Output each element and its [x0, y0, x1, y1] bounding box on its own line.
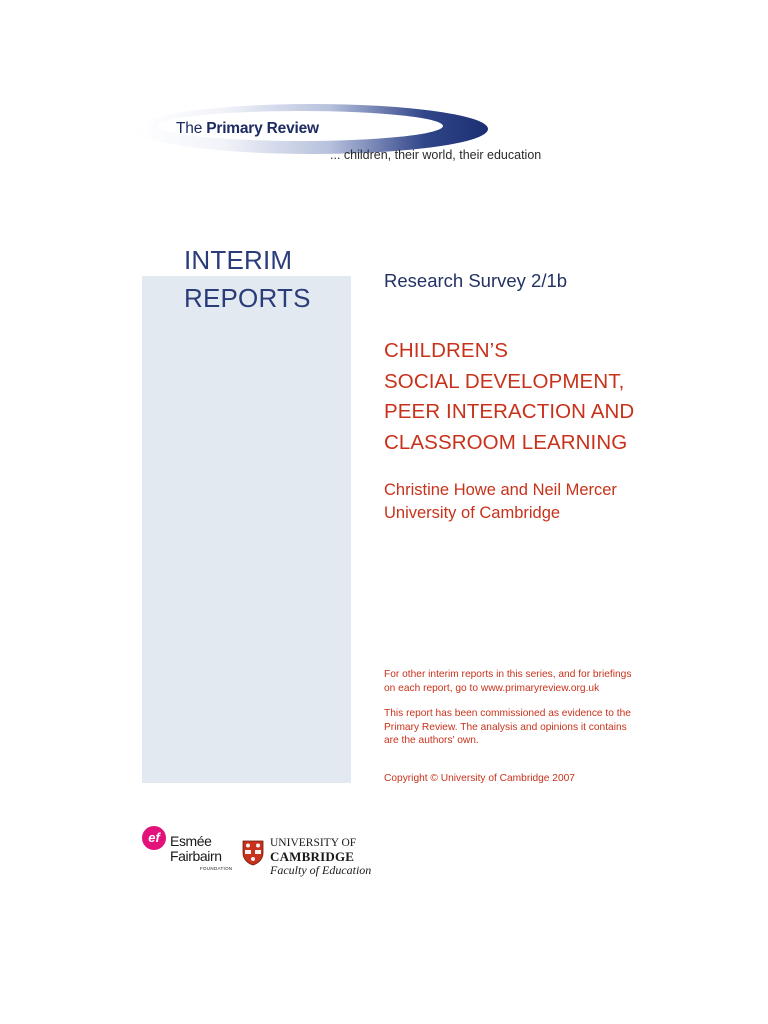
logo-tagline: ... children, their world, their education — [330, 148, 542, 162]
title-line: PEER INTERACTION AND — [384, 400, 635, 423]
report-title — [384, 336, 744, 458]
survey-label: Research Survey 2/1b — [384, 270, 568, 291]
note-line: For other interim reports in this series, and for briefings — [384, 669, 632, 680]
commission-note — [384, 707, 631, 748]
cambridge-faculty: Faculty of Education — [270, 863, 372, 877]
other-reports-note — [384, 668, 631, 695]
title-line: SOCIAL DEVELOPMENT, — [384, 369, 625, 393]
note-line: This report has been commissioned as evidence to the — [384, 708, 631, 719]
esmee-name-line1: Esmée — [170, 833, 212, 849]
esmee-fairbairn-logo — [140, 826, 235, 876]
institution: University of Cambridge — [384, 504, 561, 522]
side-panel — [142, 276, 351, 783]
esmee-wordmark — [170, 834, 222, 864]
authors-block — [384, 479, 617, 525]
cambridge-logo — [240, 836, 372, 878]
cambridge-crest-icon — [242, 840, 264, 866]
title-line: CLASSROOM LEARNING — [384, 430, 628, 454]
copyright-notice: Copyright © University of Cambridge 2007 — [384, 773, 575, 784]
authors: Christine Howe and Neil Mercer — [384, 481, 617, 499]
primary-review-logo — [130, 92, 570, 172]
ef-mark: ef — [142, 826, 166, 850]
note-line: on each report, go to www.primaryreview.org.uk — [384, 682, 600, 694]
logo-name: Primary Review — [206, 120, 319, 137]
series-title-line1: INTERIM — [184, 245, 293, 275]
esmee-name-line2: Fairbairn — [170, 848, 222, 864]
note-line: are the authors’ own. — [384, 735, 479, 746]
esmee-foundation-label: FOUNDATION — [200, 866, 233, 871]
title-line: CHILDREN’S — [384, 339, 509, 362]
logo-title — [176, 120, 319, 138]
cambridge-line2: CAMBRIDGE — [270, 849, 355, 864]
logo-prefix: The — [176, 120, 203, 137]
cambridge-line1: UNIVERSITY OF — [270, 837, 357, 849]
series-title-line2: REPORTS — [184, 283, 311, 313]
note-line: Primary Review. The analysis and opinions it contains — [384, 721, 627, 733]
